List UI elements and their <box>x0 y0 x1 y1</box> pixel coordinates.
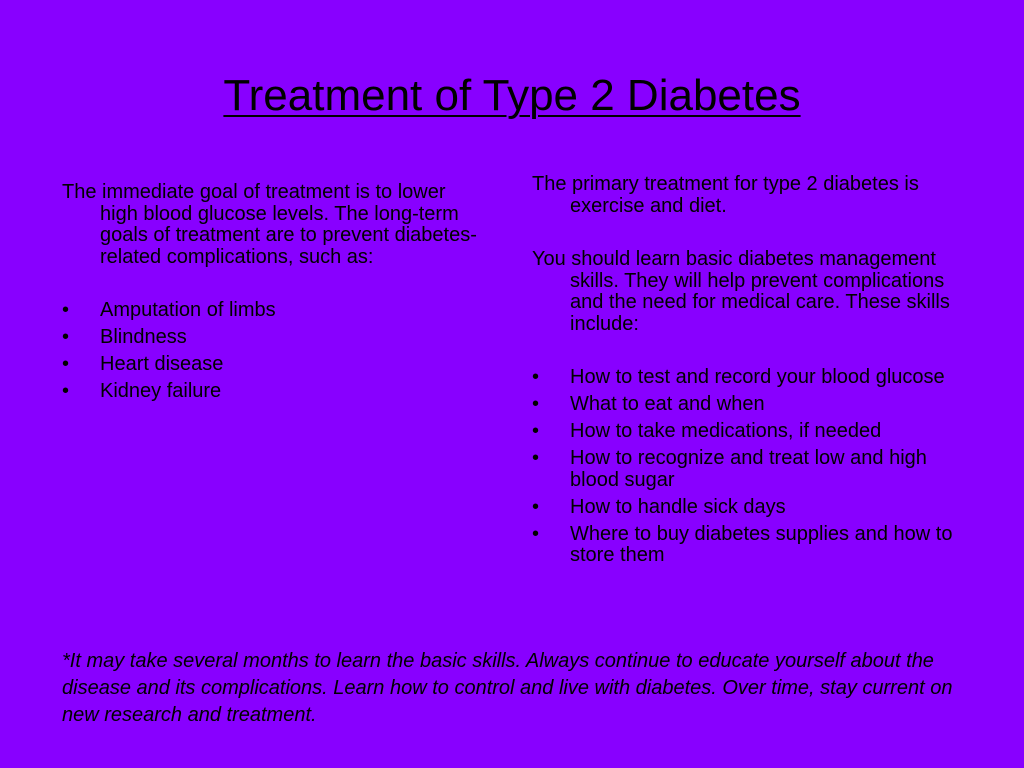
slide-title: Treatment of Type 2 Diabetes <box>223 71 801 120</box>
list-item <box>532 394 972 416</box>
left-column <box>62 182 482 408</box>
list-item-text: Amputation of limbs <box>100 299 276 321</box>
right-column <box>532 174 972 572</box>
list-item-text: Blindness <box>100 326 187 348</box>
list-item-text: Heart disease <box>100 353 224 375</box>
bullet-icon: • <box>62 326 70 348</box>
left-intro-text: The immediate goal of treatment is to lower high blood glucose levels. The long-term goals of treatment are to prevent diabetes-related complications, such as: <box>62 181 477 268</box>
list-item <box>532 448 972 491</box>
primary-treatment-text: The primary treatment for type 2 diabetes is exercise and diet. <box>532 173 919 217</box>
list-item <box>532 524 972 567</box>
list-item-text: How to take medications, if needed <box>570 420 882 442</box>
bullet-icon: • <box>532 420 540 442</box>
bullet-icon: • <box>62 380 70 402</box>
list-item-text: How to handle sick days <box>570 495 786 518</box>
bullet-icon: • <box>532 393 540 415</box>
list-item-text: What to eat and when <box>570 393 765 415</box>
skills-list <box>532 367 972 567</box>
list-item <box>532 367 972 389</box>
list-item <box>62 300 482 322</box>
bullet-icon: • <box>532 366 540 388</box>
list-item-text: How to test and record your blood glucose <box>570 366 945 388</box>
footnote: *It may take several months to learn the basic skills. Always continue to educate yourself about the disease and its complications. Learn how to control and live with diabetes. Over time, stay current on new research and treatment. <box>62 650 953 726</box>
bullet-icon: • <box>532 447 540 469</box>
bullet-icon: • <box>532 495 540 518</box>
complications-list <box>62 300 482 403</box>
list-item <box>62 354 482 376</box>
bullet-icon: • <box>532 522 540 545</box>
list-item-text: Kidney failure <box>100 380 222 402</box>
bullet-icon: • <box>62 353 70 375</box>
list-item <box>62 327 482 349</box>
list-item-text: Where to buy diabetes supplies and how to store them <box>570 522 953 566</box>
list-item <box>532 497 972 519</box>
list-item <box>62 381 482 403</box>
management-skills-text: You should learn basic diabetes management skills. They will help prevent complications and the need for medical care. These skills include: <box>532 248 950 335</box>
list-item <box>532 421 972 443</box>
bullet-icon: • <box>62 299 70 321</box>
list-item-text: How to recognize and treat low and high blood sugar <box>570 447 927 491</box>
